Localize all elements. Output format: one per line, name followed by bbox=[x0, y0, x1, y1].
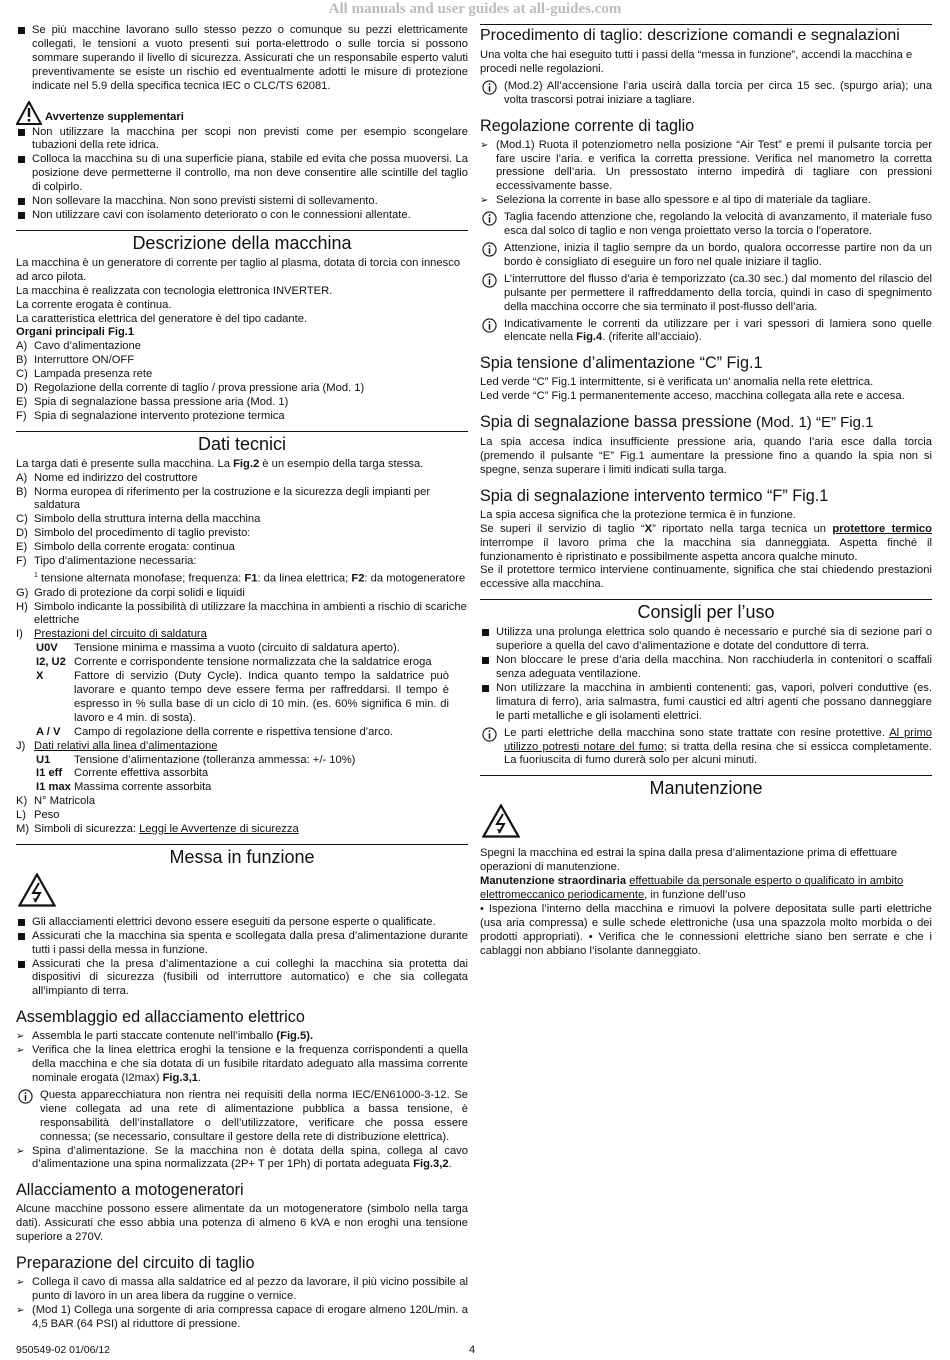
dati-item: G) Grado di protezione da corpi solidi e liquidi bbox=[16, 586, 245, 599]
document-code: 950549-02 01/06/12 bbox=[16, 1344, 111, 1356]
dati-item: A) Nome ed indirizzo del costruttore bbox=[16, 471, 198, 484]
subsection-spia-e: Spia di segnalazione bassa pressione (Mod. 1) “E” Fig.1 bbox=[480, 413, 874, 432]
spia-e-text: La spia accesa indica insufficiente pressione aria, quando l’aria esce dalla torcia (premendo il pulsante “E” Fig.1 aumentare la pressione fino a quando la spia non si spegne, senza superare i limiti indicati sulla targa. bbox=[480, 436, 932, 476]
avvertenze-title: Avvertenze supplementari bbox=[45, 110, 184, 123]
section-title-descrizione: Descrizione della macchina bbox=[16, 230, 468, 253]
left-column bbox=[16, 24, 468, 1332]
organi-item: A) Cavo d’alimentazione bbox=[16, 340, 141, 353]
prestazioni-row: I2, U2 Corrente e corrispondente tensione normalizzata che la saldatrice eroga bbox=[36, 656, 432, 669]
section-title-dati-tecnici: Dati tecnici bbox=[16, 431, 468, 454]
prestazioni-row: A / V Campo di regolazione della corrente e rispettiva tensione d’arco. bbox=[36, 725, 394, 738]
page-number: 4 bbox=[469, 1344, 476, 1356]
electric-hazard-box bbox=[482, 804, 932, 843]
messa-bullet: Gli allacciamenti elettrici devono essere eseguiti da persone esperte o qualificate. bbox=[16, 916, 468, 930]
proc-info: (Mod.2) All’accensione l’aria uscirà dalla torcia per circa 15 sec. (spurgo aria); una volta trascorsi potrai iniziare a tagliare. bbox=[480, 80, 932, 108]
safety-warnings-link[interactable]: Leggi le Avvertenze di sicurezza bbox=[139, 823, 299, 836]
dati-item: I) Prestazioni del circuito di saldatura bbox=[16, 628, 207, 641]
assemb-step: ➢ Verifica che la linea elettrica eroghi la tensione e la frequenza corrispondenti a quella della macchina e che sia dotata di un fusibile ritardato adeguato alla massima corrente nominale erogata (I2max) Fig.3,1. bbox=[16, 1044, 468, 1086]
consigli-bullet: Non utilizzare la macchina in ambienti contenenti: gas, vapori, polveri conduttive (es. limatura di ferro), aria salmastra, fumi caustici ed altri agenti che possano danneggiare le parti metalliche e gli isolamenti elettrici. bbox=[480, 682, 932, 724]
prestazioni-row: U0V Tensione minima e massima a vuoto (circuito di saldatura aperto). bbox=[36, 642, 400, 655]
safety-bullet: Se più macchine lavorano sullo stesso pezzo o comunque su pezzi elettricamente collegati, le tensioni a vuoto presenti sui porta-elettrodo o sulle torcia si possono sommare superando il livello di sicurezza. Assicurati che un responsabile esperto valuti preventivamente se esiste un rischio ed eventualmente adotti le misure di protezione indicate nel 5.9 della specifica tecnica IEC o CLC/TS 62081. bbox=[16, 24, 468, 94]
linea-row: I1 max Massima corrente assorbita bbox=[36, 781, 212, 794]
info-icon bbox=[482, 242, 497, 257]
consigli-bullet: Utilizza una prolunga elettrica solo quando è necessario e purché sia di sezione pari o superiore a quella del cavo d’alimentazione e dotate del conduttore di terra. bbox=[480, 626, 932, 654]
spia-f-line: Se superi il servizio di taglio “X” riportato nella targa tecnica un protettore termico interrompe il lavoro prima che la macchina sia danneggiata. Aspetta finché il funzionamento è ripristinato e possibilmente aspetta ancora qualche minuto. bbox=[480, 522, 932, 563]
linea-row: I1 eff Corrente effettiva assorbita bbox=[36, 767, 209, 780]
subsection-spia-c: Spia tensione d’alimentazione “C” Fig.1 bbox=[480, 354, 763, 373]
moto-text: Alcune macchine possono essere alimentate da un motogeneratore (simbolo nella targa dati). Assicurati che esso abbia una potenza di almeno 6 kVA e non eroghi una tensione superiore a 270V. bbox=[16, 1203, 468, 1244]
dati-item: J) Dati relativi alla linea d’alimentazione bbox=[16, 739, 218, 752]
avvertenza-item: Colloca la macchina su di una superficie piana, stabile ed evita che possa muoversi. La posizione deve permetterne il controllo, ma non deve consentire alle scintille del taglio di colpirlo. bbox=[16, 153, 468, 195]
subsection-regolazione: Regolazione corrente di taglio bbox=[480, 116, 695, 135]
reg-info: Indicativamente le correnti da utilizzare per i vari spessori di lamiera sono quelle elencate nella Fig.4. (riferite all’acciaio). bbox=[480, 318, 932, 346]
section-title-manutenzione: Manutenzione bbox=[480, 775, 932, 798]
assemb-step: ➢ Assembla le parti staccate contenute nell’imballo (Fig.5). bbox=[16, 1030, 468, 1044]
warning-triangle-icon bbox=[16, 101, 42, 125]
dati-item: E) Simbolo della corrente erogata: continua bbox=[16, 541, 235, 554]
dati-item: K) N° Matricola bbox=[16, 795, 96, 808]
organi-item: E) Spia di segnalazione bassa pressione aria (Mod. 1) bbox=[16, 395, 289, 408]
dati-intro: La targa dati è presente sulla macchina. La Fig.2 è un esempio della targa stessa. bbox=[16, 457, 424, 470]
manut-text: Manutenzione straordinaria effettuabile da personale esperto o qualificato in ambito elettromeccanico periodicamente, in funzione dell’uso bbox=[480, 875, 904, 901]
subsection-assemblaggio: Assemblaggio ed allacciamento elettrico bbox=[16, 1008, 305, 1027]
info-icon bbox=[482, 727, 497, 742]
avvertenza-item: Non sollevare la macchina. Non sono previsti sistemi di sollevamento. bbox=[16, 195, 468, 209]
proc-text: Una volta che hai eseguito tutti i passi della “messa in funzione”, accendi la macchina e procedi nelle regolazioni. bbox=[480, 49, 913, 75]
consigli-bullet: Non bloccare le prese d’aria della macchina. Non racchiuderla in contenitori o scaffali senza adeguata ventilazione. bbox=[480, 654, 932, 682]
manut-text: Spegni la macchina ed estrai la spina dalla presa d’alimentazione prima di effettuare operazioni di manutenzione. bbox=[480, 847, 898, 874]
reg-info: L’interruttore del flusso d’aria è temporizzato (ca.30 sec.) dal momento del rilascio del pulsante per permettere il raffreddamento della torcia, quindi in caso di spegnimento della macchina occorre che sia terminato il post-flusso dell’aria. bbox=[480, 273, 932, 315]
section-title-procedimento: Procedimento di taglio: descrizione comandi e segnalazioni bbox=[480, 24, 932, 45]
dati-item-f: F) Tipo d’alimentazione necessaria: $^1$ tensione alternata monofase; frequenza: F1: da linea elettrica; F2: da motogeneratore bbox=[16, 555, 466, 585]
reg-info: Taglia facendo attenzione che, regolando la velocità di avanzamento, il materiale fuso esca dal solco di taglio e non venga proiettato verso la torcia o l’operatore. bbox=[480, 211, 932, 239]
info-icon bbox=[482, 80, 497, 95]
dati-item: M) Simboli di sicurezza: Leggi le Avvertenze di sicurezza bbox=[16, 823, 299, 836]
electric-hazard-icon bbox=[482, 804, 520, 838]
spia-c-line: Led verde “C” Fig.1 intermittente, si è verificata un’ anomalia nella rete elettrica. bbox=[480, 376, 874, 389]
avvertenza-item: Non utilizzare la macchina per scopi non previsti come per esempio scongelare tubazioni della rete idrica. bbox=[16, 126, 468, 154]
messa-bullet: Assicurati che la presa d’alimentazione a cui colleghi la macchina sia protetta dai dispositivi di sicurezza (fusibili od interruttore automatico) e che sia collegata all’impianto di terra. bbox=[16, 958, 468, 1000]
dati-item: B) Norma europea di riferimento per la costruzione e la sicurezza degli impianti per saldatura bbox=[16, 485, 431, 512]
descr-line: La corrente erogata è continua. bbox=[16, 298, 172, 311]
dati-item: D) Simbolo del procedimento di taglio previsto: bbox=[16, 527, 251, 540]
assemb-info: Questa apparecchiatura non rientra nei requisiti della norma IEC/EN61000-3-12. Se viene collegata ad una rete di alimentazione pubblica a bassa tensione, è responsabilità dell’installatore o dell’utilizzatore, verificare che possa essere connessa; (se necessario, consultare il gestore della rete di distribuzione elettrica). bbox=[16, 1089, 468, 1145]
consigli-info: Le parti elettriche della macchina sono state trattate con resine protettive. Al primo utilizzo potresti notare del fumo; si tratta della resina che si essicca completamente. La fuoriuscita di fumo durerà solo per alcuni minuti. bbox=[480, 727, 932, 769]
descr-line: La caratteristica elettrica del generatore è del tipo cadante. bbox=[16, 312, 308, 325]
prestazioni-row: X Fattore di servizio (Duty Cycle). Indica quanto tempo la saldatrice può lavorare e quanto tempo deve essere ferma per raffreddarsi. Il tempo è espresso in % sulla base di un ciclo di 10 min. (es. 60% significa 6 min. di lavoro e 4 min. di sosta). bbox=[36, 670, 449, 724]
dati-item: C) Simbolo della struttura interna della macchina bbox=[16, 513, 261, 526]
organi-item: C) Lampada presenza rete bbox=[16, 368, 153, 381]
electric-hazard-icon bbox=[18, 873, 56, 907]
subsection-motogeneratori: Allacciamento a motogeneratori bbox=[16, 1181, 244, 1200]
avvertenze-header bbox=[16, 101, 468, 125]
right-column bbox=[480, 24, 932, 959]
organi-item: F) Spia di segnalazione intervento protezione termica bbox=[16, 409, 285, 422]
dati-item: H) Simbolo indicante la possibilità di utilizzare la macchina in ambienti a rischio di scariche elettriche bbox=[16, 600, 467, 627]
organi-item: B) Interruttore ON/OFF bbox=[16, 354, 135, 367]
manut-text: • Ispeziona l’interno della macchina e rimuovi la polvere depositata sulle parti elettriche (usa aria compressa) e sulle schede elettroniche (usa una spazzola molto morbida o dei prodotti appropriati). • Verifica che le connessioni elettriche siano ben serrate e che i cablaggi non abbiano l’isolante danneggiato. bbox=[480, 902, 932, 957]
descr-line: La macchina è realizzata con tecnologia elettronica INVERTER. bbox=[16, 284, 333, 297]
info-icon bbox=[482, 318, 497, 333]
spia-f-line: La spia accesa significa che la protezione termica è in funzione. bbox=[480, 508, 796, 521]
subsection-preparazione: Preparazione del circuito di taglio bbox=[16, 1254, 255, 1273]
info-icon bbox=[482, 211, 497, 226]
messa-bullet: Assicurati che la macchina sia spenta e scollegata dalla presa d’alimentazione durante tutti i passi della messa in funzione. bbox=[16, 930, 468, 958]
descr-line: La macchina è un generatore di corrente per taglio al plasma, dotata di torcia con innesco ad arco pilota. bbox=[16, 256, 461, 283]
organi-item: D) Regolazione della corrente di taglio / prova pressione aria (Mod. 1) bbox=[16, 382, 365, 395]
linea-row: U1 Tensione d’alimentazione (tolleranza ammessa: +/- 10%) bbox=[36, 753, 356, 766]
reg-info: Attenzione, inizia il taglio sempre da un bordo, qualora occorresse partire non da un bordo è consigliato di eseguire un foro nel quale iniziare il taglio. bbox=[480, 242, 932, 270]
section-title-messa-in-funzione: Messa in funzione bbox=[16, 844, 468, 867]
watermark: All manuals and user guides at all-guides.com bbox=[328, 1, 622, 17]
avvertenza-item: Non utilizzare cavi con isolamento deteriorato o con le connessioni allentate. bbox=[16, 209, 468, 223]
reg-step: ➢ Seleziona la corrente in base allo spessore e al tipo di materiale da tagliare. bbox=[480, 194, 932, 208]
prep-step: ➢ Collega il cavo di massa alla saldatrice ed al pezzo da lavorare, il più vicino possibile al punto di lavoro in un area libera da ruggine o vernice. bbox=[16, 1276, 468, 1304]
section-title-consigli: Consigli per l’uso bbox=[480, 599, 932, 622]
spia-f-line: Se il protettore termico interviene continuamente, significa che stai chiedendo prestazioni eccessive alla macchina. bbox=[480, 564, 932, 591]
assemb-step: ➢ Spina d’alimentazione. Se la macchina non è dotata della spina, collega al cavo d’alimentazione una spina normalizzata (2P+ T per 1Ph) di portata adeguata Fig.3,2. bbox=[16, 1145, 468, 1173]
spia-c-line: Led verde “C” Fig.1 permanentemente acceso, macchina collegata alla rete e accesa. bbox=[480, 390, 905, 403]
reg-step: ➢ (Mod.1) Ruota il potenziometro nella posizione “Air Test” e premi il pulsante torcia per fare uscire l’aria. e verifica la corretta pressione. Verifica nel manometro la corretta pressione dell’aria. Un pressostato interno impedirà di tagliare con pressioni eccessivamente basse. bbox=[480, 139, 932, 195]
info-icon bbox=[482, 273, 497, 288]
prep-step: ➢ (Mod 1) Collega una sorgente di aria compressa capace di erogare almeno 120L/min. a 4,5 BAR (64 PSI) al riduttore di pressione. bbox=[16, 1304, 468, 1332]
electric-hazard-box bbox=[18, 873, 468, 912]
subsection-spia-f: Spia di segnalazione intervento termico “F” Fig.1 bbox=[480, 486, 829, 505]
organi-title: Organi principali Fig.1 bbox=[16, 326, 135, 339]
info-icon bbox=[18, 1089, 33, 1104]
dati-item: L) Peso bbox=[16, 809, 60, 822]
